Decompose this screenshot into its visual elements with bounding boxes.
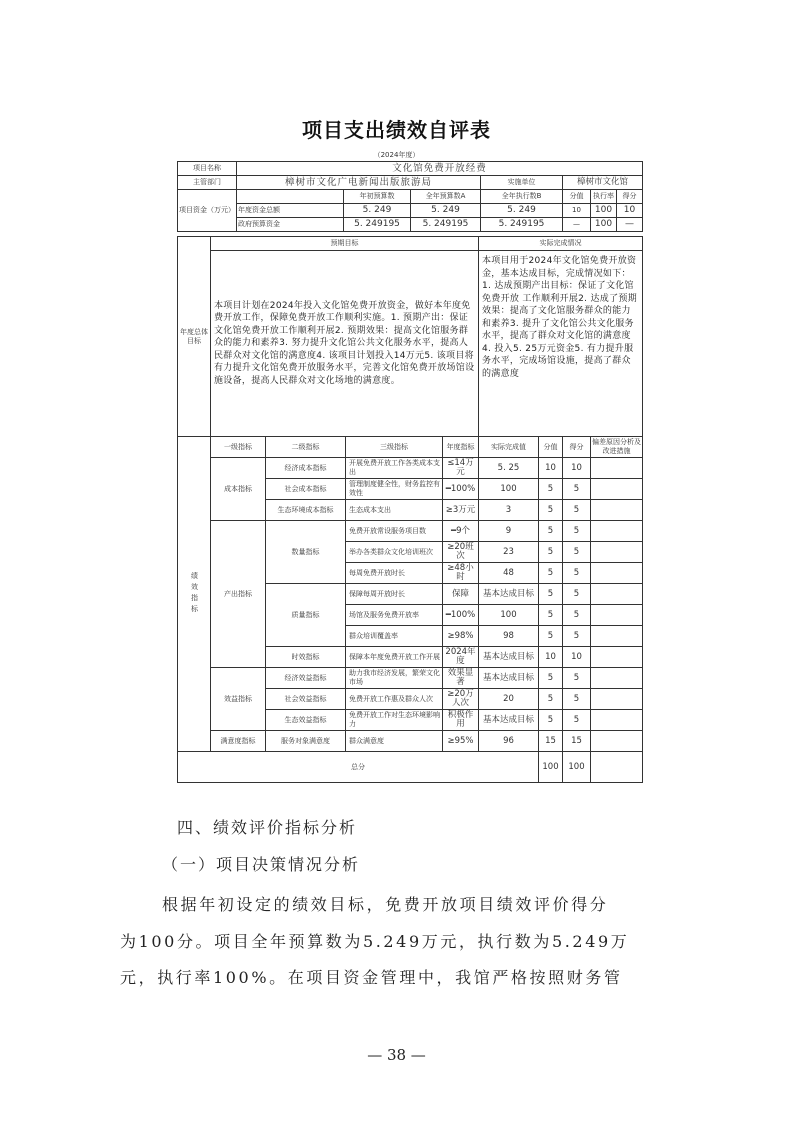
annual-target: 保障 <box>443 584 479 605</box>
level2-indicator: 服务对象满意度 <box>266 731 346 752</box>
level1-indicator: 效益指标 <box>211 668 266 731</box>
actual-value: 100 <box>479 479 539 500</box>
deviation-analysis <box>591 605 643 626</box>
score-value: 10 <box>539 458 563 479</box>
actual-value: 100 <box>479 605 539 626</box>
body-line: 根据年初设定的绩效目标，免费开放项目绩效评价得分 <box>162 895 609 914</box>
deviation-analysis <box>591 668 643 689</box>
score-value: 5 <box>539 626 563 647</box>
page-number: — 38 — <box>367 1046 426 1064</box>
level2-indicator: 质量指标 <box>266 584 346 647</box>
row2-label: 政府预算资金 <box>237 218 344 232</box>
actual-value: 3 <box>479 500 539 521</box>
annual-target: ━100% <box>443 479 479 500</box>
dept-row <box>178 176 643 190</box>
indicator-header: 得分 <box>563 437 591 458</box>
row1-rate: 100 <box>591 204 617 218</box>
indicator-row <box>178 521 643 542</box>
level2-indicator: 经济效益指标 <box>266 668 346 689</box>
row2-rate: 100 <box>591 218 617 232</box>
row1-initial: 5. 249 <box>344 204 411 218</box>
body-line: 元，执行率100%。在项目资金管理中，我馆严格按照财务管 <box>120 968 623 987</box>
actual-value: 基本达成目标 <box>479 584 539 605</box>
got-score: 5 <box>563 668 591 689</box>
actual-value: 20 <box>479 689 539 710</box>
dept-label: 主管部门 <box>178 176 237 190</box>
got-score: 5 <box>563 605 591 626</box>
deviation-analysis <box>591 689 643 710</box>
table-year: （2024年度） <box>373 151 420 159</box>
level3-indicator: 场馆及服务免费开放率 <box>346 605 443 626</box>
indicator-row <box>178 731 643 752</box>
level3-indicator: 群众满意度 <box>346 731 443 752</box>
col-rate: 执行率 <box>591 190 617 204</box>
level2-indicator: 生态环境成本指标 <box>266 500 346 521</box>
annual-target: ≥20班次 <box>443 542 479 563</box>
col-score: 分值 <box>563 190 591 204</box>
row1-score: 10 <box>563 204 591 218</box>
score-value: 5 <box>539 500 563 521</box>
col-annual: 全年预算数A <box>411 190 481 204</box>
indicator-header: 分值 <box>539 437 563 458</box>
actual-value: 9 <box>479 521 539 542</box>
level3-indicator: 每周免费开放时长 <box>346 563 443 584</box>
score-value: 5 <box>539 668 563 689</box>
score-value: 5 <box>539 563 563 584</box>
got-score: 5 <box>563 563 591 584</box>
col-got: 得分 <box>617 190 643 204</box>
deviation-analysis <box>591 500 643 521</box>
level3-indicator: 免费开放常设服务项目数 <box>346 521 443 542</box>
level3-indicator: 免费开放工作对生态环境影响力 <box>346 710 443 731</box>
project-name-row <box>178 162 643 176</box>
deviation-analysis <box>591 626 643 647</box>
project-name-label: 项目名称 <box>178 162 237 176</box>
annual-target: ≥20万人次 <box>443 689 479 710</box>
level1-indicator: 产出指标 <box>211 521 266 668</box>
impl-value: 樟树市文化馆 <box>563 176 643 190</box>
indicator-table <box>177 436 643 783</box>
body-paragraph <box>120 887 680 997</box>
indicator-header: 一级指标 <box>211 437 266 458</box>
level3-indicator: 助力我市经济发展，繁荣文化市场 <box>346 668 443 689</box>
actual-value: 5. 25 <box>479 458 539 479</box>
score-value: 5 <box>539 542 563 563</box>
deviation-analysis <box>591 521 643 542</box>
annual-target: ≤14万元 <box>443 458 479 479</box>
actual-value: 96 <box>479 731 539 752</box>
deviation-analysis <box>591 731 643 752</box>
total-score: 100 <box>539 752 563 783</box>
funds-label: 项目资金（万元） <box>178 190 237 232</box>
actual-completion-text: 本项目用于2024年文化馆免费开放资金，基本达成目标，完成情况如下：1. 达成预期产出目标：保证了文化馆免费开放 工作顺利开展2. 达成了预期效果：提高了文化馆服务群众的能力和素养3. 提升了文化馆公共文化服务水平，提高了群众对文化馆的满意度4. 投入5. 25万元资金5. 有力提升服务水平，完成场馆设施，提高了群众的满意度 <box>479 251 643 437</box>
goal-content-row <box>178 251 643 437</box>
level1-indicator: 满意度指标 <box>211 731 266 752</box>
deviation-analysis <box>591 647 643 668</box>
annual-target: ━9个 <box>443 521 479 542</box>
annual-target: ━100% <box>443 605 479 626</box>
level2-indicator: 经济成本指标 <box>266 458 346 479</box>
indicator-header: 实际完成值 <box>479 437 539 458</box>
indicator-header: 偏差原因分析及改进措施 <box>591 437 643 458</box>
total-deviation <box>591 752 643 783</box>
level3-indicator: 群众培训覆盖率 <box>346 626 443 647</box>
deviation-analysis <box>591 584 643 605</box>
annual-target: ≥48小时 <box>443 563 479 584</box>
funds-total-row <box>178 204 643 218</box>
subsection-heading: （一）项目决策情况分析 <box>162 855 361 874</box>
level3-indicator: 免费开放工作惠及群众人次 <box>346 689 443 710</box>
actual-value: 基本达成目标 <box>479 668 539 689</box>
deviation-analysis <box>591 563 643 584</box>
got-score: 5 <box>563 689 591 710</box>
level2-indicator: 数量指标 <box>266 521 346 584</box>
total-got: 100 <box>563 752 591 783</box>
row1-label: 年度资金总额 <box>237 204 344 218</box>
indicator-row <box>178 458 643 479</box>
got-score: 5 <box>563 521 591 542</box>
level3-indicator: 生态成本支出 <box>346 500 443 521</box>
got-score: 15 <box>563 731 591 752</box>
body-line: 为100分。项目全年预算数为5.249万元，执行数为5.249万 <box>120 931 630 951</box>
actual-value: 48 <box>479 563 539 584</box>
row2-initial: 5. 249195 <box>344 218 411 232</box>
got-score: 10 <box>563 647 591 668</box>
row2-exec: 5. 249195 <box>481 218 563 232</box>
row2-annual: 5. 249195 <box>411 218 481 232</box>
impl-label: 实施单位 <box>481 176 563 190</box>
actual-value: 98 <box>479 626 539 647</box>
expected-header: 预期目标 <box>211 237 479 251</box>
score-value: 10 <box>539 647 563 668</box>
indicator-header: 年度指标 <box>443 437 479 458</box>
level2-indicator: 生态效益指标 <box>266 710 346 731</box>
got-score: 5 <box>563 626 591 647</box>
section-heading: 四、绩效评价指标分析 <box>177 818 358 837</box>
score-value: 15 <box>539 731 563 752</box>
annual-target: ≥3万元 <box>443 500 479 521</box>
score-value: 5 <box>539 689 563 710</box>
got-score: 10 <box>563 458 591 479</box>
actual-value: 基本达成目标 <box>479 710 539 731</box>
project-info-table <box>177 161 643 232</box>
actual-value: 基本达成目标 <box>479 647 539 668</box>
goal-header-row <box>178 237 643 251</box>
deviation-analysis <box>591 542 643 563</box>
level2-indicator: 社会效益指标 <box>266 689 346 710</box>
row2-got: — <box>617 218 643 232</box>
goal-label: 年度总体目标 <box>178 237 211 437</box>
row1-got: 10 <box>617 204 643 218</box>
dept-value: 樟树市文化广电新闻出版旅游局 <box>237 176 481 190</box>
indicator-row <box>178 668 643 689</box>
level2-indicator: 时效指标 <box>266 647 346 668</box>
funds-header-row <box>178 190 643 204</box>
level3-indicator: 保障每周开放时长 <box>346 584 443 605</box>
got-score: 5 <box>563 710 591 731</box>
annual-goal-table <box>177 236 643 437</box>
actual-header: 实际完成情况 <box>479 237 643 251</box>
level2-indicator: 社会成本指标 <box>266 479 346 500</box>
funds-gov-row <box>178 218 643 232</box>
col-initial: 年初预算数 <box>344 190 411 204</box>
annual-target: ≥95% <box>443 731 479 752</box>
got-score: 5 <box>563 542 591 563</box>
total-row <box>178 752 643 783</box>
annual-target: 2024年度 <box>443 647 479 668</box>
total-label: 总分 <box>178 752 539 783</box>
score-value: 5 <box>539 605 563 626</box>
annual-target: 效果显著 <box>443 668 479 689</box>
score-value: 5 <box>539 521 563 542</box>
indicator-header-row <box>178 437 643 458</box>
col-exec: 全年执行数B <box>481 190 563 204</box>
deviation-analysis <box>591 479 643 500</box>
level3-indicator: 举办各类群众文化培训班次 <box>346 542 443 563</box>
got-score: 5 <box>563 500 591 521</box>
score-value: 5 <box>539 584 563 605</box>
level1-indicator: 成本指标 <box>211 458 266 521</box>
level3-indicator: 保障本年度免费开放工作开展 <box>346 647 443 668</box>
score-value: 5 <box>539 479 563 500</box>
page-title: 项目支出绩效自评表 <box>302 118 491 142</box>
row2-score: — <box>563 218 591 232</box>
indicator-section-label: 绩效指标 <box>178 437 211 752</box>
annual-target: ≥98% <box>443 626 479 647</box>
funds-blank <box>237 190 344 204</box>
annual-target: 积极作用 <box>443 710 479 731</box>
indicator-header: 三级指标 <box>346 437 443 458</box>
got-score: 5 <box>563 479 591 500</box>
got-score: 5 <box>563 584 591 605</box>
deviation-analysis <box>591 710 643 731</box>
level3-indicator: 开展免费开放工作各类成本支出 <box>346 458 443 479</box>
row1-annual: 5. 249 <box>411 204 481 218</box>
row1-exec: 5. 249 <box>481 204 563 218</box>
expected-goal-text: 本项目计划在2024年投入文化馆免费开放资金，做好本年度免费开放工作，保障免费开放工作顺利实施。1. 预期产出：保证文化馆免费开放工作顺利开展2. 预期效果：提高文化馆服务群众的能力和素养3. 努力提升文化馆公共文化服务水平，提高人民群众对文化馆的满意度4. 该项目计划投入14万元5. 该项目将有力提升文化馆免费开放服务水平，完善文化馆免费开放场馆设施设备，提高人民群众对文化场地的满意度。 <box>211 251 479 437</box>
score-value: 5 <box>539 710 563 731</box>
project-name: 文化馆免费开放经费 <box>237 162 643 176</box>
indicator-header: 二级指标 <box>266 437 346 458</box>
level3-indicator: 管理制度健全性，财务监控有效性 <box>346 479 443 500</box>
deviation-analysis <box>591 458 643 479</box>
actual-value: 23 <box>479 542 539 563</box>
